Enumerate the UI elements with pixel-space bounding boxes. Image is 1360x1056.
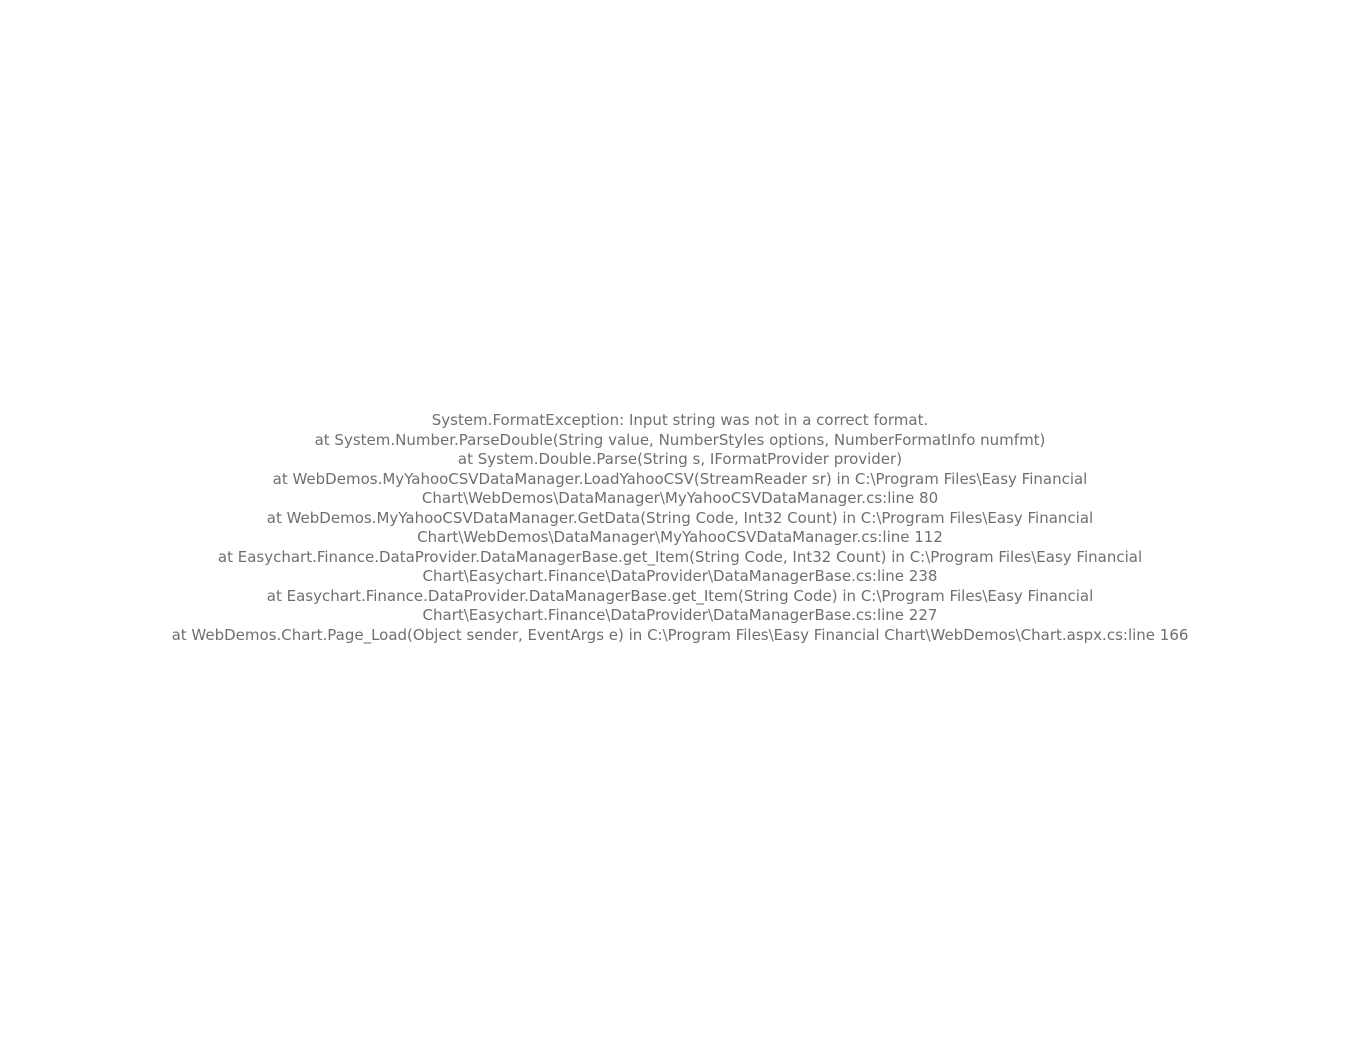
stack-trace-line: at WebDemos.MyYahooCSVDataManager.GetData(String Code, Int32 Count) in C:\Program Files\Easy Financial (266, 508, 1094, 527)
stack-trace-line: at Easychart.Finance.DataProvider.DataManagerBase.get_Item(String Code) in C:\Program Files\Easy Financial (266, 586, 1094, 605)
stack-trace-line: at WebDemos.MyYahooCSVDataManager.LoadYahooCSV(StreamReader sr) in C:\Program Files\Easy Financial (272, 469, 1088, 488)
stack-trace-line: at System.Number.ParseDouble(String value, NumberStyles options, NumberFormatInfo numfmt) (314, 430, 1046, 449)
stack-trace-line-continuation: Chart\WebDemos\DataManager\MyYahooCSVDataManager.cs:line 80 (421, 489, 939, 507)
stack-trace-line-continuation: Chart\WebDemos\DataManager\MyYahooCSVDataManager.cs:line 112 (417, 528, 943, 546)
stack-trace-line: at System.Double.Parse(String s, IFormatProvider provider) (457, 450, 903, 468)
stack-trace-line-continuation: Chart\Easychart.Finance\DataProvider\DataManagerBase.cs:line 238 (422, 567, 938, 585)
error-stack-trace (0, 411, 1360, 645)
exception-message-line: System.FormatException: Input string was not in a correct format. (431, 411, 929, 429)
stack-trace-line-continuation: Chart\Easychart.Finance\DataProvider\DataManagerBase.cs:line 227 (422, 606, 938, 624)
stack-trace-line: at Easychart.Finance.DataProvider.DataManagerBase.get_Item(String Code, Int32 Count) in C:\Program Files\Easy Financial (217, 547, 1143, 566)
stack-trace-line: at WebDemos.Chart.Page_Load(Object sender, EventArgs e) in C:\Program Files\Easy Financial Chart\WebDemos\Chart.aspx.cs:line 166 (171, 625, 1189, 644)
